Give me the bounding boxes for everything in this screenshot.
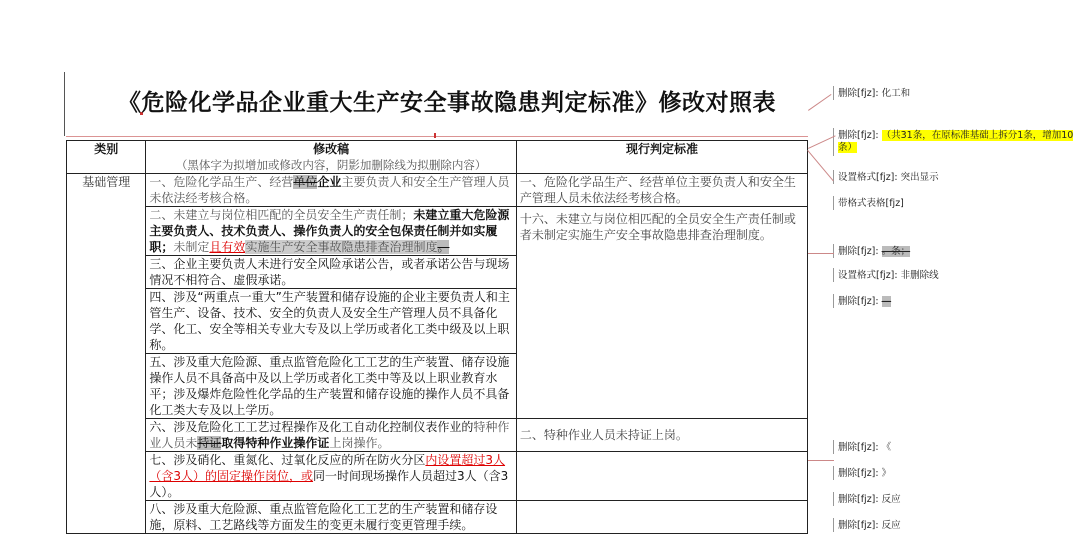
comment-text: 》 (881, 468, 892, 479)
header-revision (146, 141, 517, 174)
comment-bar (833, 268, 834, 282)
current-cell-empty[interactable] (516, 452, 807, 501)
comment-label: 带格式表格[fjz] (838, 198, 904, 209)
revision-cell[interactable] (146, 207, 517, 256)
text-run: 同一时间现场操作人员超过3人（含3人）。 (149, 469, 509, 499)
revision-cell[interactable] (146, 452, 517, 501)
comment-label: 设置格式[fjz]: (838, 172, 898, 183)
text-run: 七、涉及硝化、重氮化、过氧化反应的所在防火分区 (149, 453, 426, 467)
comment-balloon[interactable] (838, 88, 910, 100)
table-header-row (67, 141, 808, 174)
page-margin-line (64, 72, 65, 136)
revision-cell[interactable]: 五、涉及重大危险源、重点监管危险化工工艺的生产装置、储存设施操作人员不具备高中及以上学历或者化工类中等及以上职业教育水平；涉及爆炸危险性化学品的生产装置和储存设施的操作人员不具备化工类大专及以上学历。 (146, 354, 517, 419)
comment-text: — (881, 296, 892, 307)
current-cell[interactable]: 一、危险化学品生产、经营单位主要负责人和安全生产管理人员未依法经考核合格。 (516, 174, 807, 207)
header-category: 类别 (67, 141, 146, 174)
page-title: 《危险化学品企业重大生产安全事故隐患判定标准》修改对照表 (118, 89, 776, 116)
comment-label: 删除[fjz]: (838, 130, 879, 141)
comment-connector (808, 135, 836, 149)
table-row (67, 501, 808, 534)
revision-cell[interactable]: 三、企业主要负责人未进行安全风险承诺公告，或者承诺公告与现场情况不相符合、虚假承诺。 (146, 256, 517, 289)
current-cell-empty[interactable] (516, 501, 807, 534)
revision-cell[interactable] (146, 174, 517, 207)
comment-label: 删除[fjz]: (838, 468, 879, 479)
current-cell[interactable]: 十六、未建立与岗位相匹配的全员安全生产责任制或者未制定实施生产安全事故隐患排查治理制度。 (516, 207, 807, 419)
current-cell[interactable]: 二、特种作业人员未持证上岗。 (516, 419, 807, 452)
comment-label: 删除[fjz]: (838, 88, 879, 99)
comment-label: 删除[fjz]: (838, 246, 879, 257)
comment-label: 删除[fjz]: (838, 442, 879, 453)
comment-bar (833, 518, 834, 532)
title-divider (66, 136, 808, 137)
deleted-text: 持证 (197, 436, 222, 450)
table-row (67, 452, 808, 501)
added-text: 未建立重大危险源主要负责人、技术负责人、操作负责人的安全包保责任制并如实履职； (149, 208, 510, 254)
comment-balloon[interactable] (838, 520, 901, 532)
comment-text: 化工和 (881, 88, 911, 99)
comment-balloon[interactable] (838, 296, 891, 308)
comment-bar (833, 244, 834, 258)
text-run: 一、危险化学品生产、经营 (149, 175, 294, 189)
comment-label: 设置格式[fjz]: (838, 270, 898, 281)
deleted-text: 。 (437, 240, 450, 254)
comment-bar (833, 128, 834, 156)
comment-bar (833, 294, 834, 308)
revision-cell[interactable]: 四、涉及“两重点一重大”生产装置和储存设施的企业主要负责人和主管生产、设备、技术、安全的负责人及安全生产管理人员不具备化学、化工、安全等相关专业大专及以上学历或者化工类中级及以上职称。 (146, 289, 517, 354)
comment-balloon[interactable] (838, 494, 901, 506)
comment-bar (833, 440, 834, 454)
comment-balloon[interactable] (838, 198, 904, 210)
added-text: 取得特种作业操作证 (221, 436, 330, 450)
comment-balloon[interactable] (838, 468, 891, 480)
added-text: 企业 (317, 175, 342, 189)
highlighted-text: 实施生产安全事故隐患排查治理制度 (245, 240, 438, 254)
text-run: 六、涉及危险化工工艺过程操作及化工自动化控制仪表作业的 (149, 420, 474, 434)
comment-balloon[interactable] (838, 172, 939, 184)
inserted-text: 且有效 (209, 240, 246, 254)
revision-cell[interactable] (146, 419, 517, 452)
comment-connector (808, 253, 834, 254)
comment-balloon[interactable] (838, 130, 1074, 154)
comment-bar (833, 86, 834, 100)
comment-text: 。条； (881, 246, 911, 257)
comment-bar (833, 492, 834, 506)
comment-balloon[interactable] (838, 246, 910, 258)
comment-label: 删除[fjz]: (838, 520, 879, 531)
comment-label: 删除[fjz]: (838, 494, 879, 505)
category-cell: 基础管理 (67, 174, 146, 534)
comment-bar (833, 170, 834, 184)
table-row (67, 419, 808, 452)
text-run: 特种作业人员未 (149, 420, 510, 450)
table-row (67, 174, 808, 207)
comment-text: 突出显示 (900, 172, 939, 183)
comment-text: 反应 (881, 520, 901, 531)
text-run: 上岗操作。 (329, 436, 390, 450)
comment-text: 非删除线 (900, 270, 939, 281)
comment-text: 《 (881, 442, 892, 453)
comment-balloon[interactable] (838, 442, 891, 454)
comment-bar (833, 196, 834, 210)
comment-label: 删除[fjz]: (838, 296, 879, 307)
comment-connector (808, 460, 834, 461)
revision-cell[interactable]: 八、涉及重大危险源、重点监管危险化工工艺的生产装置和储存设施，原料、工艺路线等方面发生的变更未履行变更管理手续。 (146, 501, 517, 534)
deleted-text: 单位 (293, 175, 318, 189)
header-revision-note: （黑体字为拟增加或修改内容，阴影加删除线为拟删除内容） (175, 158, 487, 172)
insertion-mark (434, 133, 436, 138)
comparison-table (66, 140, 808, 534)
comment-connector (807, 150, 833, 181)
text-run: 未制定 (173, 240, 210, 254)
inserted-text: 内设置超过3人（含3人）的固定操作岗位，或 (149, 453, 506, 483)
text-run: 二、未建立与岗位相匹配的全员安全生产责任制； (149, 208, 414, 222)
text-run: 主要负责人和安全生产管理人员未依法经考核合格。 (149, 175, 510, 205)
comment-balloon[interactable] (838, 270, 939, 282)
comment-text: （共31条，在原标准基础上拆分1条，增加10条） (838, 130, 1074, 153)
comment-text: 反应 (881, 494, 901, 505)
header-current: 现行判定标准 (516, 141, 807, 174)
header-revision-label: 修改稿 (313, 142, 350, 156)
table-row (67, 207, 808, 256)
comment-bar (833, 466, 834, 480)
